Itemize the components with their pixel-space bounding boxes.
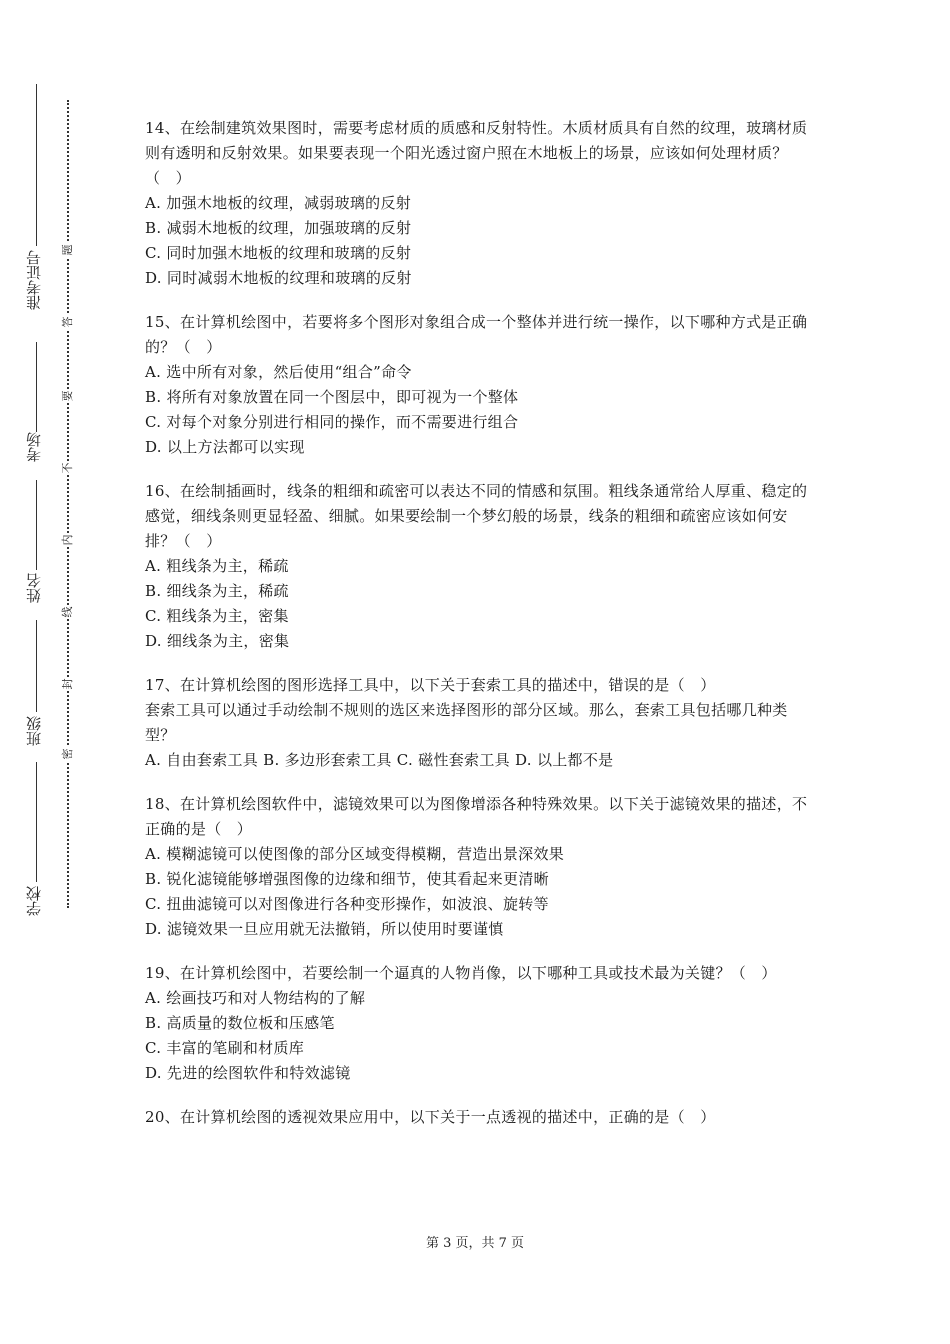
seal-char: 内 — [61, 534, 74, 546]
question-list — [145, 116, 815, 1149]
seal-dotted-line — [67, 100, 69, 908]
question-stem: 16、在绘制插画时，线条的粗细和疏密可以表达不同的情感和氛围。粗线条通常给人厚重、稳定的感觉，细线条则更显轻盈、细腻。如果要绘制一个梦幻般的场景，线条的粗细和疏密应该如何安排？（ ） — [145, 482, 808, 550]
option-b: B. 细线条为主，稀疏 — [145, 582, 289, 600]
question-19 — [145, 961, 815, 1086]
option-d: D. 以上方法都可以实现 — [145, 438, 305, 456]
option-c: C. 同时加强木地板的纹理和玻璃的反射 — [145, 244, 412, 262]
option-b: B. 减弱木地板的纹理，加强玻璃的反射 — [145, 219, 412, 237]
question-18 — [145, 792, 815, 942]
option-a: A. 绘画技巧和对人物结构的了解 — [145, 989, 366, 1007]
option-c: C. 对每个对象分别进行相同的操作，而不需要进行组合 — [145, 413, 519, 431]
class-label: 班级 — [25, 716, 43, 746]
question-14 — [145, 116, 815, 291]
question-20 — [145, 1105, 815, 1130]
seal-char: 题 — [61, 244, 74, 256]
option-b: B. 将所有对象放置在同一个图层中，即可视为一个整体 — [145, 388, 519, 406]
question-stem: 19、在计算机绘图中，若要绘制一个逼真的人物肖像，以下哪种工具或技术最为关键？（ ） — [145, 964, 777, 982]
option-a: A. 粗线条为主，稀疏 — [145, 557, 289, 575]
question-stem: 20、在计算机绘图的透视效果应用中，以下关于一点透视的描述中，正确的是（ ） — [145, 1108, 716, 1126]
seal-char: 要 — [61, 390, 74, 402]
exam-number-line — [36, 84, 37, 246]
option-b: B. 高质量的数位板和压感笔 — [145, 1014, 335, 1032]
option-line: A. 自由套索工具 B. 多边形套索工具 C. 磁性套索工具 D. 以上都不是 — [145, 751, 614, 769]
school-line — [36, 762, 37, 882]
question-16 — [145, 479, 815, 654]
seal-char: 线 — [61, 606, 74, 618]
seal-char: 密 — [61, 748, 74, 760]
student-name-label: 姓名 — [25, 573, 43, 603]
option-c: C. 扭曲滤镜可以对图像进行各种变形操作，如波浪、旋转等 — [145, 895, 549, 913]
option-d: D. 同时减弱木地板的纹理和玻璃的反射 — [145, 269, 412, 287]
class-line — [36, 620, 37, 712]
option-a: A. 加强木地板的纹理，减弱玻璃的反射 — [145, 194, 412, 212]
question-stem: 18、在计算机绘图软件中，滤镜效果可以为图像增添各种特殊效果。以下关于滤镜效果的描述，不正确的是（ ） — [145, 795, 808, 838]
option-a: A. 选中所有对象，然后使用“组合”命令 — [145, 363, 412, 381]
question-stem: 14、在绘制建筑效果图时，需要考虑材质的质感和反射特性。木质材质具有自然的纹理，玻璃材质则有透明和反射效果。如果要表现一个阳光透过窗户照在木地板上的场景，应该如何处理材质？（ ） — [145, 119, 808, 187]
option-c: C. 粗线条为主，密集 — [145, 607, 289, 625]
exam-number-label: 准考证号 — [25, 250, 43, 310]
question-17 — [145, 673, 815, 773]
seal-char: 不 — [61, 462, 74, 474]
exam-room-line — [36, 342, 37, 432]
option-d: D. 先进的绘图软件和特效滤镜 — [145, 1064, 351, 1082]
seal-char: 封 — [61, 678, 74, 690]
exam-room-label: 考场 — [25, 432, 43, 462]
option-a: A. 模糊滤镜可以使图像的部分区域变得模糊，营造出景深效果 — [145, 845, 565, 863]
school-label: 学校 — [25, 886, 43, 916]
option-b: B. 锐化滤镜能够增强图像的边缘和细节，使其看起来更清晰 — [145, 870, 549, 888]
question-stem: 17、在计算机绘图的图形选择工具中，以下关于套索工具的描述中，错误的是（ ） 套索工具可以通过手动绘制不规则的选区来选择图形的部分区域。那么，套索工具包括哪几种类型？ — [145, 676, 788, 744]
student-name-line — [36, 480, 37, 570]
question-stem: 15、在计算机绘图中，若要将多个图形对象组合成一个整体并进行统一操作，以下哪种方式是正确的？（ ） — [145, 313, 808, 356]
page-number: 第 3 页，共 7 页 — [425, 1236, 525, 1251]
option-c: C. 丰富的笔刷和材质库 — [145, 1039, 305, 1057]
option-d: D. 细线条为主，密集 — [145, 632, 290, 650]
option-d: D. 滤镜效果一旦应用就无法撤销，所以使用时要谨慎 — [145, 920, 504, 938]
question-15 — [145, 310, 815, 460]
seal-char: 答 — [61, 316, 74, 328]
